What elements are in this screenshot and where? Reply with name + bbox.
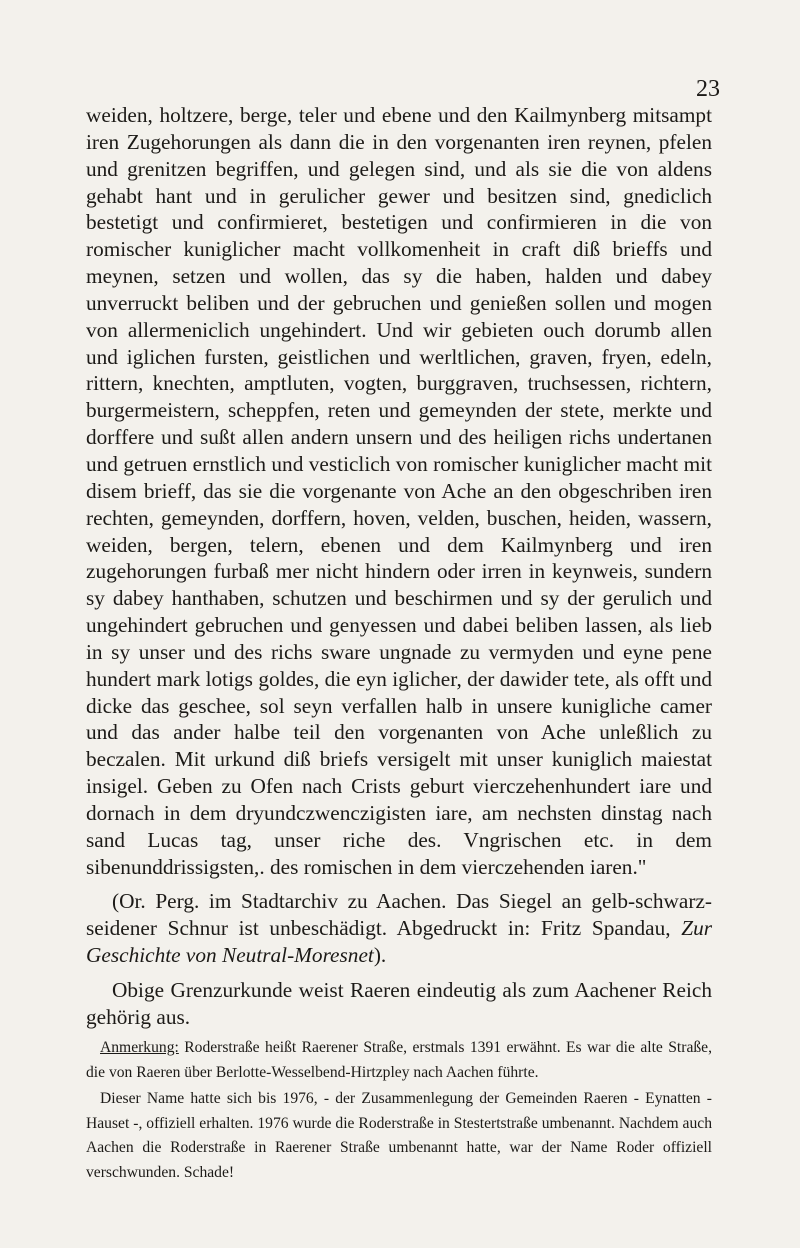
source-title: Zur Geschichte von Neutral-Moresnet bbox=[86, 916, 712, 968]
source-note-end: ). bbox=[373, 943, 387, 968]
annotation-label: Anmerkung: bbox=[100, 1039, 179, 1056]
source-note bbox=[86, 888, 712, 969]
annotation-note bbox=[86, 1036, 712, 1085]
annotation-note-2: Dieser Name hatte sich bis 1976, - der Zusammenlegung der Gemeinden Raeren - Eynatten - Hauset -, offiziell erhalten. 1976 wurde die Roderstraße in Stestertstraße umbenannt. Nachdem auch Aachen die Roderstraße in Raerener Straße umbenannt hatte, war der Name Roder offiziell verschwunden. Schade! bbox=[86, 1090, 712, 1181]
footnotes bbox=[86, 1036, 712, 1185]
charter-quote: weiden, holtzere, berge, teler und ebene und den Kailmynberg mitsampt iren Zugehorungen als dann die in den vorgenanten iren reynen, pfelen und grenitzen begriffen, und gelegen sind, und als sie die von aldens gehabt hant und in gerulicher gewer und besitzen sind, gnediclich bestetigt und confirmieret, bestetigen und confirmieren in die von romischer kuniglicher macht vollkomenheit in craft diß brieffs und meynen, setzen und wollen, das sy die haben, halden und dabey unverruckt beliben und der gebruchen und genießen sollen und mogen von allermeniclich ungehindert. Und wir gebieten ouch dorumb allen und iglichen fursten, geistlichen und werltlichen, graven, fryen, edeln, rittern, knechten, amptluten, vogten, burggraven, truchsessen, richtern, burgermeistern, scheppfen, reten und gemeynden der stete, merkte und dorffere und sußt allen andern unsern und des heiligen richs undertanen und getruen ernstlich und vesticlich von romischer kuniglicher macht mit disem brieff, das sie die vorgenante von Ache an den obgeschriben iren rechten, gemeynden, dorffern, hoven, velden, buschen, heiden, wassern, weiden, bergen, telern, ebenen und dem Kailmynberg und iren zugehorungen furbaß mer nicht hindern oder irren in keynweis, sundern sy dabey hanthaben, schutzen und beschirmen und sy der gerulich und ungehindert gebruchen und genyessen und dabei beliben lassen, als lieb in sy unser und des richs sware ungnade zu vermyden und eyne pene hundert mark lotigs goldes, die eyn iglicher, der dawider tete, als offt und dicke das geschee, sol seyn verfallen halb in unsere kunigliche camer und das ander halbe teil den vorgenanten von Ache unleßlich zu beczalen. Mit urkund diß briefs versigelt mit unser kuniglich maiestat insigel. Geben zu Ofen nach Crists geburt vierczehenhundert iare und dornach in dem dryundczwenczigisten iare, am nechsten dinstag nach sand Lucas tag, unser riche des. Vngrischen etc. in dem sibenunddrissigsten,. des romischen in dem vierczehenden iaren." bbox=[86, 103, 712, 879]
main-text bbox=[86, 102, 712, 1031]
annotation-text: Roderstraße heißt Raerener Straße, erstmals 1391 erwähnt. Es war die alte Straße, die von Raeren über Berlotte-Wesselbend-Hirtzpley nach Aachen führte. bbox=[86, 1039, 712, 1081]
conclusion-paragraph: Obige Grenzurkunde weist Raeren eindeutig als zum Aachener Reich gehörig aus. bbox=[86, 978, 712, 1029]
page-number: 23 bbox=[696, 76, 720, 102]
source-note-text: (Or. Perg. im Stadtarchiv zu Aachen. Das Siegel an gelb-schwarz-seidener Schnur ist unbeschädigt. Abgedruckt in: Fritz Spandau, bbox=[86, 889, 712, 941]
